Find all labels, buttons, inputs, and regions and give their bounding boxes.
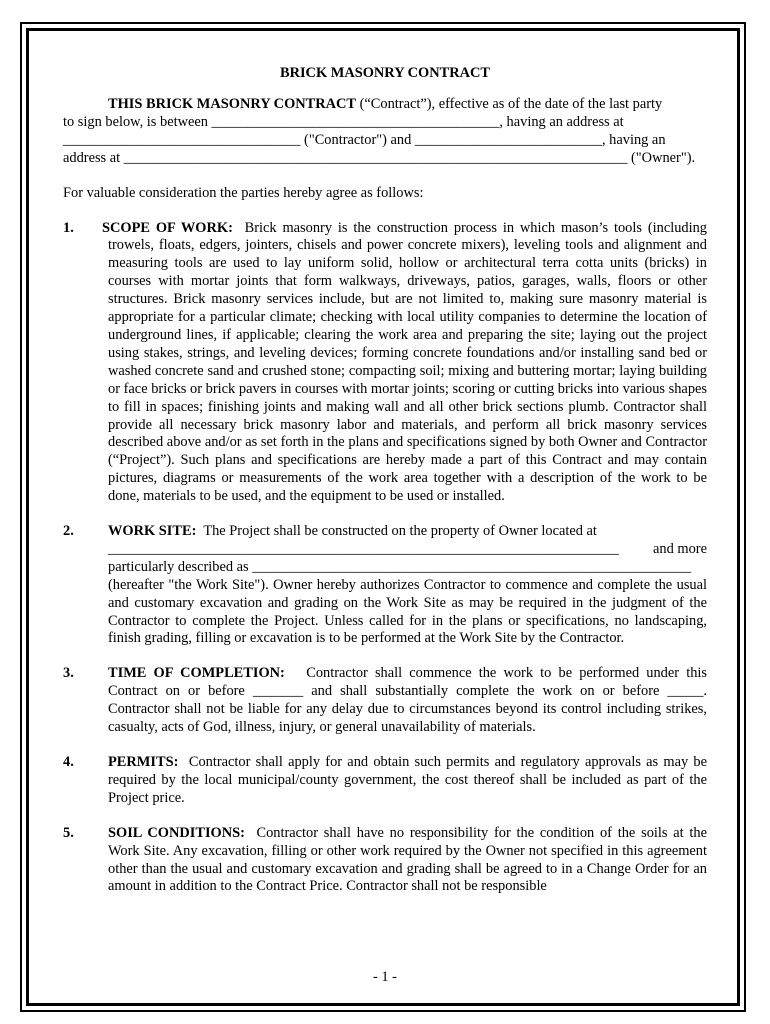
section-heading: WORK SITE: [108, 523, 197, 540]
document-page [63, 64, 707, 913]
section-soil-conditions [63, 825, 707, 897]
work-site-line-2-end: and more [653, 540, 707, 557]
consideration-statement: For valuable consideration the parties hereby agree as follows: [63, 184, 424, 201]
page-number: - 1 - [373, 969, 397, 985]
section-number: 3. [63, 665, 74, 682]
intro-line-3: _________________________________ ("Contractor") and __________________________, having an [63, 131, 666, 148]
section-number: 2. [63, 523, 74, 540]
section-number: 1. [63, 219, 74, 236]
intro-paragraph [63, 96, 707, 168]
section-heading: SOIL CONDITIONS: [108, 824, 245, 841]
section-permits [63, 754, 707, 808]
section-body: (hereafter "the Work Site"). Owner hereby authorizes Contractor to commence and complete the usual and customary excavation and grading on the Work Site as may be required in the judgment of the Contractor to complete the Project. Unless called for in the plans or specifications, no landscaping, finish grading, filling or excavation is to be performed at the Work Site by the Contractor. [108, 576, 707, 647]
section-body: Contractor shall apply for and obtain such permits and regulatory approvals as may be required by the local municipal/county government, the cost thereof shall be included as part of the Project price. [108, 754, 707, 806]
section-body: Contractor shall commence the work to be performed under this Contract on or before _______ and shall substantially complete the work on or before _____. Contractor shall not be liable for any delay due to circumstances beyond its control including strikes, casualty, acts of God, illness, injury, or general unavailability of materials. [108, 665, 707, 736]
section-heading: SCOPE OF WORK: [102, 219, 233, 236]
section-work-site [63, 523, 707, 648]
intro-line-1: THIS BRICK MASONRY CONTRACT (“Contract”), effective as of the date of the last party [108, 96, 663, 112]
work-site-line-3: particularly described as _____________________________________________________________ [108, 558, 692, 575]
work-site-address-blank: _______________________________________________________________________ [108, 540, 619, 557]
intro-lead: THIS BRICK MASONRY CONTRACT [108, 96, 357, 112]
intro-line-2: to sign below, is between ________________________________________, having an address at [63, 113, 624, 130]
section-heading: TIME OF COMPLETION: [108, 665, 285, 682]
section-heading: PERMITS: [108, 754, 179, 770]
section-time-of-completion [63, 665, 707, 737]
section-body: Brick masonry is the construction process in which mason’s tools (including trowels, floats, edgers, jointers, chisels and power concrete mixers), leveling tools and alignment and measuring tools are used to lay uniform solid, hollow or architectural terra cotta units (bricks) in courses with mortar joints that form walkways, driveways, patios, garages, walls, floors or other structures. Brick masonry services include, but are not limited to, making sure masonry material is appropriate for a particular climate; checking with local utility companies to determine the location of underground lines, if applicable; clearing the work area and preparing the site; laying out the project using stakes, strings, and leveling devices; forming concrete foundations and/or installing sand bed or washed concrete sand and crushed stone; compacting soil; mixing and buttering mortar; laying building or face bricks or brick pavers in courses with mortar joints; scoring or cutting bricks into various shapes to fill in spaces; finishing joints and making wall and all other brick sections plumb. Contractor shall provide all necessary brick masonry labor and materials, and perform all brick masonry services described above and/or as set forth in the plans and specifications signed by both Owner and Contractor (“Project”). Such plans and specifications are hereby made a part of this Contract and may contain pictures, diagrams or measurements of the work area together with a description of the work to be done, materials to be used, and the equipment to be used or installed. [108, 219, 707, 505]
work-site-line-1: The Project shall be constructed on the property of Owner located at [203, 523, 597, 540]
intro-line-4: address at ______________________________________________________________________ ("Owner"). [63, 149, 696, 166]
document-title: BRICK MASONRY CONTRACT [279, 65, 491, 81]
section-scope-of-work [63, 220, 707, 507]
section-number: 4. [63, 754, 74, 770]
section-number: 5. [63, 824, 74, 841]
section-body: Contractor shall have no responsibility for the condition of the soils at the Work Site. Any excavation, filling or other work required by the Owner not specified in this agreement other than the usual and customary excavation and grading shall be agreed to in a Change Order for an amount in addition to the Contract Price. Contractor shall not be responsible [108, 824, 707, 895]
